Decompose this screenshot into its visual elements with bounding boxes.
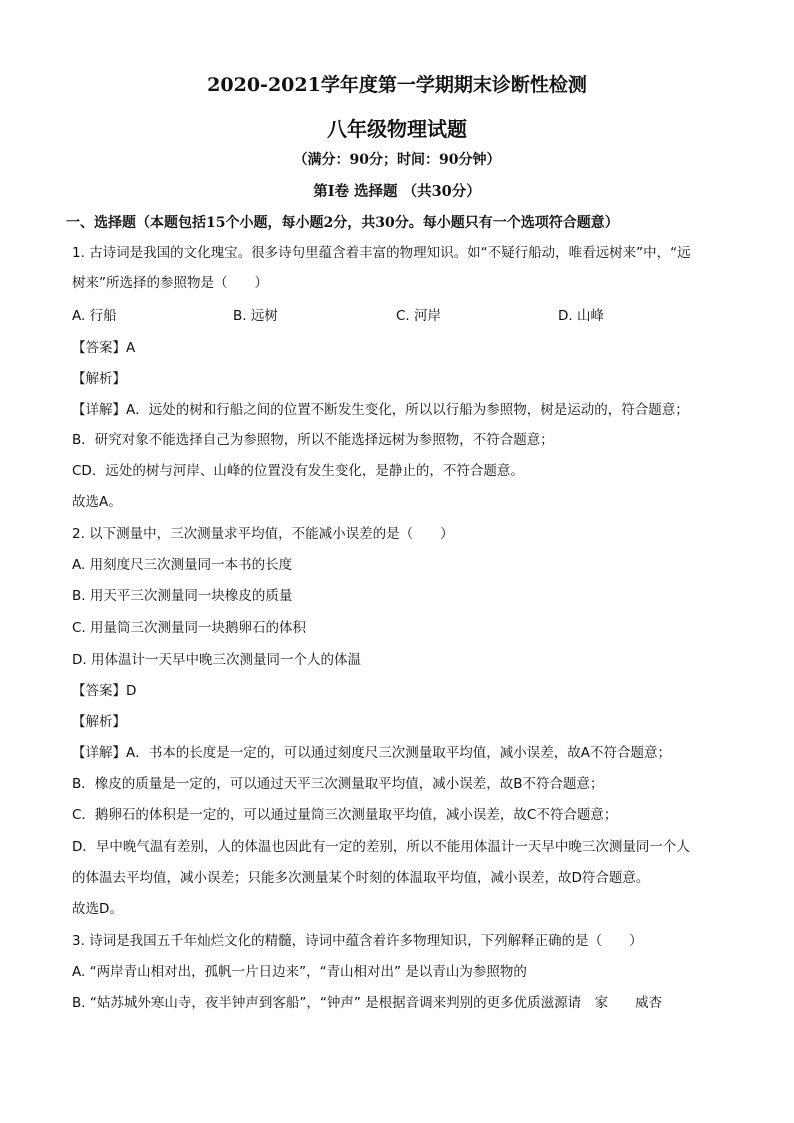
q1-stem-line1: 1. 古诗词是我国的文化瑰宝。很多诗句里蕴含着丰富的物理知识。如“不疑行船动，唯看远树来”中，“远 <box>72 245 691 261</box>
q2-stem: 2. 以下测量中，三次测量求平均值，不能减小误差的是（ ） <box>72 526 454 542</box>
q3-stem: 3. 诗词是我国五千年灿烂文化的精髓，诗词中蕴含着许多物理知识，下列解释正确的是（ ） <box>72 933 643 949</box>
volume-heading: 第Ⅰ卷 选择题 （共30分） <box>313 183 481 200</box>
q1-detail-line: B．研究对象不能选择自己为参照物，所以不能选择远树为参照物，不符合题意； <box>72 432 554 448</box>
q1-option-d: D. 山峰 <box>558 308 604 324</box>
q3-option-b: B. “姑苏城外寒山寺，夜半钟声到客船”，“钟声” 是根据音调来判别的更多优质滋源请 家 威杏 <box>72 995 663 1011</box>
q1-option-c: C. 河岸 <box>396 308 442 324</box>
q1-detail-line: CD．远处的树与河岸、山峰的位置没有发生变化，是静止的，不符合题意。 <box>72 463 524 479</box>
q2-option-d: D. 用体温计一天早中晚三次测量同一个人的体温 <box>72 652 361 668</box>
section-heading: 一、选择题（本题包括15个小题，每小题2分，共30分。每小题只有一个选项符合题意） <box>66 215 619 231</box>
q1-analysis-label: 【解析】 <box>72 371 126 387</box>
q2-option-a: A. 用刻度尺三次测量同一本书的长度 <box>72 557 293 573</box>
q2-conclusion: 故选D。 <box>72 901 123 917</box>
q1-stem-line2: 树来”所选择的参照物是（ ） <box>72 275 268 291</box>
q1-answer: 【答案】A <box>72 340 136 356</box>
q2-detail-line: C．鹅卵石的体积是一定的，可以通过量筒三次测量取平均值，减小误差，故C不符合题意； <box>72 807 618 823</box>
q1-detail-line: 【详解】A．远处的树和行船之间的位置不断发生变化，所以以行船为参照物，树是运动的，符合题意； <box>72 402 689 418</box>
q3-option-a: A. “两岸青山相对出，孤帆一片日边来”，“青山相对出” 是以青山为参照物的 <box>72 964 527 980</box>
q2-detail-line: B．橡皮的质量是一定的，可以通过天平三次测量取平均值，减小误差，故B不符合题意； <box>72 776 604 792</box>
q2-detail-line: 【详解】A．书本的长度是一定的，可以通过刻度尺三次测量取平均值，减小误差，故A不符合题意； <box>72 745 671 761</box>
exam-subtitle: 八年级物理试题 <box>327 117 467 141</box>
exam-title: 2020-2021学年度第一学期期末诊断性检测 <box>207 74 587 96</box>
q2-detail-line: 的体温去平均值，减小误差；只能多次测量某个时刻的体温取平均值，减小误差，故D符合题意。 <box>72 870 650 886</box>
q2-answer: 【答案】D <box>72 683 137 699</box>
q2-option-b: B. 用天平三次测量同一块橡皮的质量 <box>72 588 293 604</box>
q2-option-c: C. 用量筒三次测量同一块鹅卵石的体积 <box>72 620 307 636</box>
q2-detail-line: D．早中晚气温有差别，人的体温也因此有一定的差别，所以不能用体温计一天早中晚三次测量同一个人 <box>72 839 690 855</box>
score-time: （满分：90分；时间：90分钟） <box>293 152 501 168</box>
q1-option-a: A. 行船 <box>72 308 117 324</box>
q2-analysis-label: 【解析】 <box>72 714 126 730</box>
q1-option-b: B. 远树 <box>233 308 278 324</box>
q1-conclusion: 故选A。 <box>72 494 122 510</box>
